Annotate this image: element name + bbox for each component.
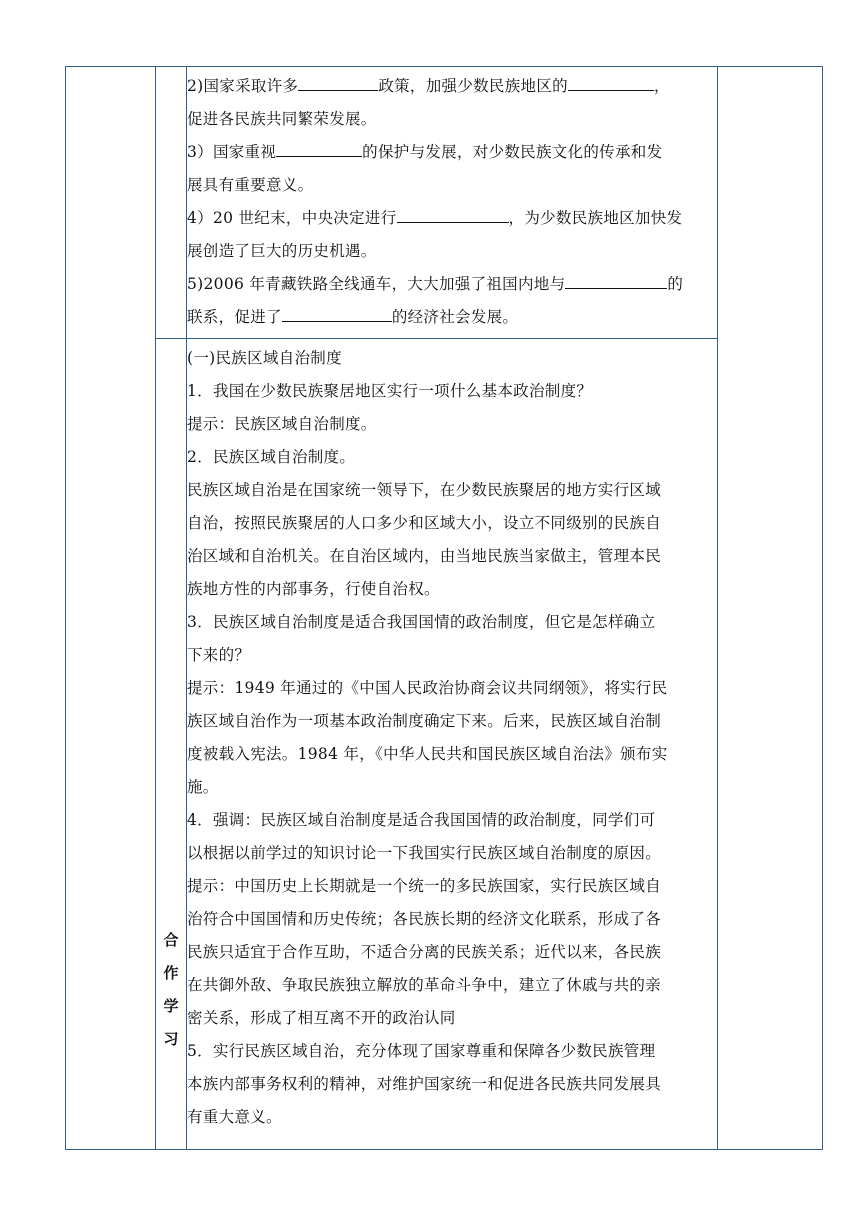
text-line: 5．实行民族区域自治，充分体现了国家尊重和保障各少数民族管理 (187, 1042, 656, 1060)
text-line: 度被载入宪法。1984 年，《中华人民共和国民族区域自治法》颁布实 (187, 745, 668, 763)
cooperative-learning-content (187, 342, 717, 1134)
column-divider (717, 66, 718, 1150)
text-line: 1．我国在少数民族聚居地区实行一项什么基本政治制度？ (187, 382, 593, 400)
text-line: 族区域自治作为一项基本政治制度确定下来。后来，民族区域自治制 (187, 712, 662, 730)
answer-blank[interactable] (565, 270, 667, 289)
text-line: 提示：民族区域自治制度。 (187, 415, 377, 433)
exercise-item: 5)2006 年青藏铁路全线通车，大大加强了祖国内地与 的 联系，促进了 的经济社会发展。 (187, 268, 717, 334)
exercise-item: 4）20 世纪末，中央决定进行 ，为少数民族地区加快发 展创造了巨大的历史机遇。 (187, 202, 717, 268)
text-line: 民族只适宜于合作互助，不适合分离的民族关系；近代以来，各民族 (187, 943, 662, 961)
exercise-item: 3）国家重视 的保护与发展，对少数民族文化的传承和发 展具有重要意义。 (187, 136, 717, 202)
text-line: 密关系，形成了相互离不开的政治认同 (187, 1009, 456, 1027)
answer-blank[interactable] (397, 204, 509, 223)
row-divider (155, 338, 718, 339)
table-border-bottom (65, 1149, 823, 1150)
text-line: 提示：中国历史上长期就是一个统一的多民族国家，实行民族区域自 (187, 877, 662, 895)
text-line: 民族区域自治是在国家统一领导下，在少数民族聚居的地方实行区域 (187, 481, 662, 499)
text-line: (一)民族区域自治制度 (187, 349, 342, 367)
section-label: 合 作 学 习 (163, 931, 179, 1048)
text-line: 本族内部事务权利的精神，对维护国家统一和促进各民族共同发展具 (187, 1075, 662, 1093)
text-line: 4．强调：民族区域自治制度是适合我国国情的政治制度，同学们可 (187, 811, 656, 829)
text-line: 下来的？ (187, 646, 251, 664)
answer-blank[interactable] (298, 72, 378, 91)
text-line: 以根据以前学过的知识讨论一下我国实行民族区域自治制度的原因。 (187, 844, 662, 862)
text-line: 治符合中国国情和历史传统；各民族长期的经济文化联系，形成了各 (187, 910, 662, 928)
answer-blank[interactable] (276, 138, 362, 157)
text-line: 在共御外敌、争取民族独立解放的革命斗争中，建立了休戚与共的亲 (187, 976, 662, 994)
text-line: 自治，按照民族聚居的人口多少和区域大小，设立不同级别的民族自 (187, 514, 662, 532)
text-line: 3．民族区域自治制度是适合我国国情的政治制度，但它是怎样确立 (187, 613, 656, 631)
table-border-left (65, 66, 66, 1150)
text-line: 族地方性的内部事务，行使自治权。 (187, 580, 440, 598)
text-line: 治区域和自治机关。在自治区域内，由当地民族当家做主，管理本民 (187, 547, 662, 565)
text-line: 2．民族区域自治制度。 (187, 448, 356, 466)
text-line: 提示：1949 年通过的《中国人民政治协商会议共同纲领》，将实行民 (187, 679, 668, 697)
exercise-item: 2)国家采取许多 政策，加强少数民族地区的 ， 促进各民族共同繁荣发展。 (187, 70, 717, 136)
text-line: 施。 (187, 778, 219, 796)
fill-in-exercises (187, 70, 717, 334)
table-border-top (65, 66, 823, 67)
lesson-table (65, 66, 823, 1150)
answer-blank[interactable] (282, 303, 392, 322)
text-line: 有重大意义。 (187, 1108, 282, 1126)
answer-blank[interactable] (568, 72, 654, 91)
table-border-right (822, 66, 823, 1150)
